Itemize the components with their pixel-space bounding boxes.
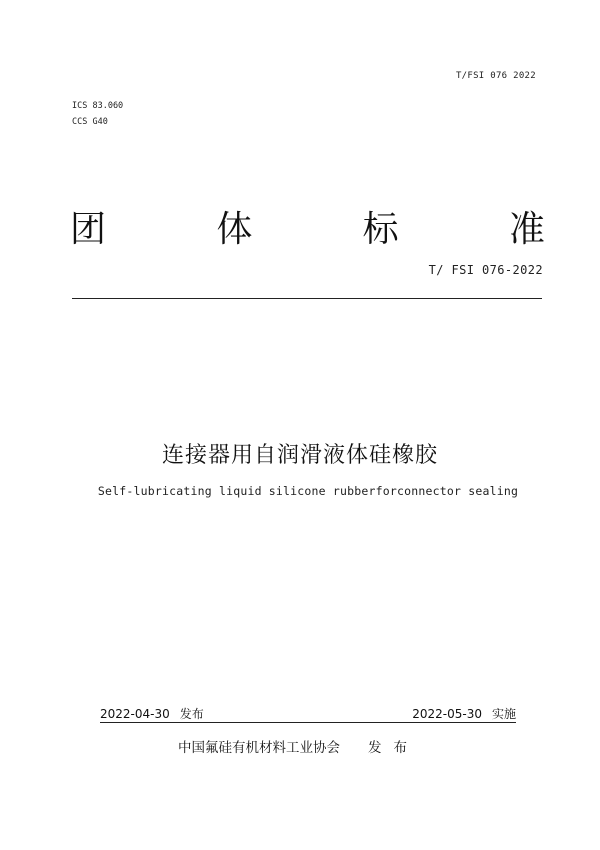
ccs-code: CCS G40 xyxy=(72,117,108,127)
standard-type-char: 体 xyxy=(216,209,253,250)
publisher-action: 发布 xyxy=(368,740,419,756)
implement-date-group xyxy=(412,705,516,722)
header-standard-code: T/FSI 076 2022 xyxy=(455,71,536,81)
standard-number: T/ FSI 076-2022 xyxy=(428,263,543,277)
date-divider xyxy=(100,722,516,723)
implement-date: 2022-05-30 xyxy=(412,707,482,721)
classification-codes xyxy=(72,98,123,130)
date-row xyxy=(100,705,516,721)
issue-date-group xyxy=(100,705,204,722)
standard-type-char: 标 xyxy=(362,209,399,250)
ics-code: ICS 83.060 xyxy=(72,101,124,111)
title-english: Self-lubricating liquid silicone rubberforconnector sealing xyxy=(97,484,519,498)
implement-label: 实施 xyxy=(491,707,516,721)
standard-type-char: 准 xyxy=(508,209,545,250)
issue-label: 发布 xyxy=(179,707,204,721)
publisher-row xyxy=(178,736,419,756)
issue-date: 2022-04-30 xyxy=(100,707,170,721)
publisher-name: 中国氟硅有机材料工业协会 xyxy=(178,740,340,756)
standard-type-heading xyxy=(70,208,545,252)
title-chinese: 连接器用自润滑液体硅橡胶 xyxy=(161,443,438,468)
header-divider xyxy=(72,298,542,299)
standard-type-char: 团 xyxy=(70,209,107,250)
